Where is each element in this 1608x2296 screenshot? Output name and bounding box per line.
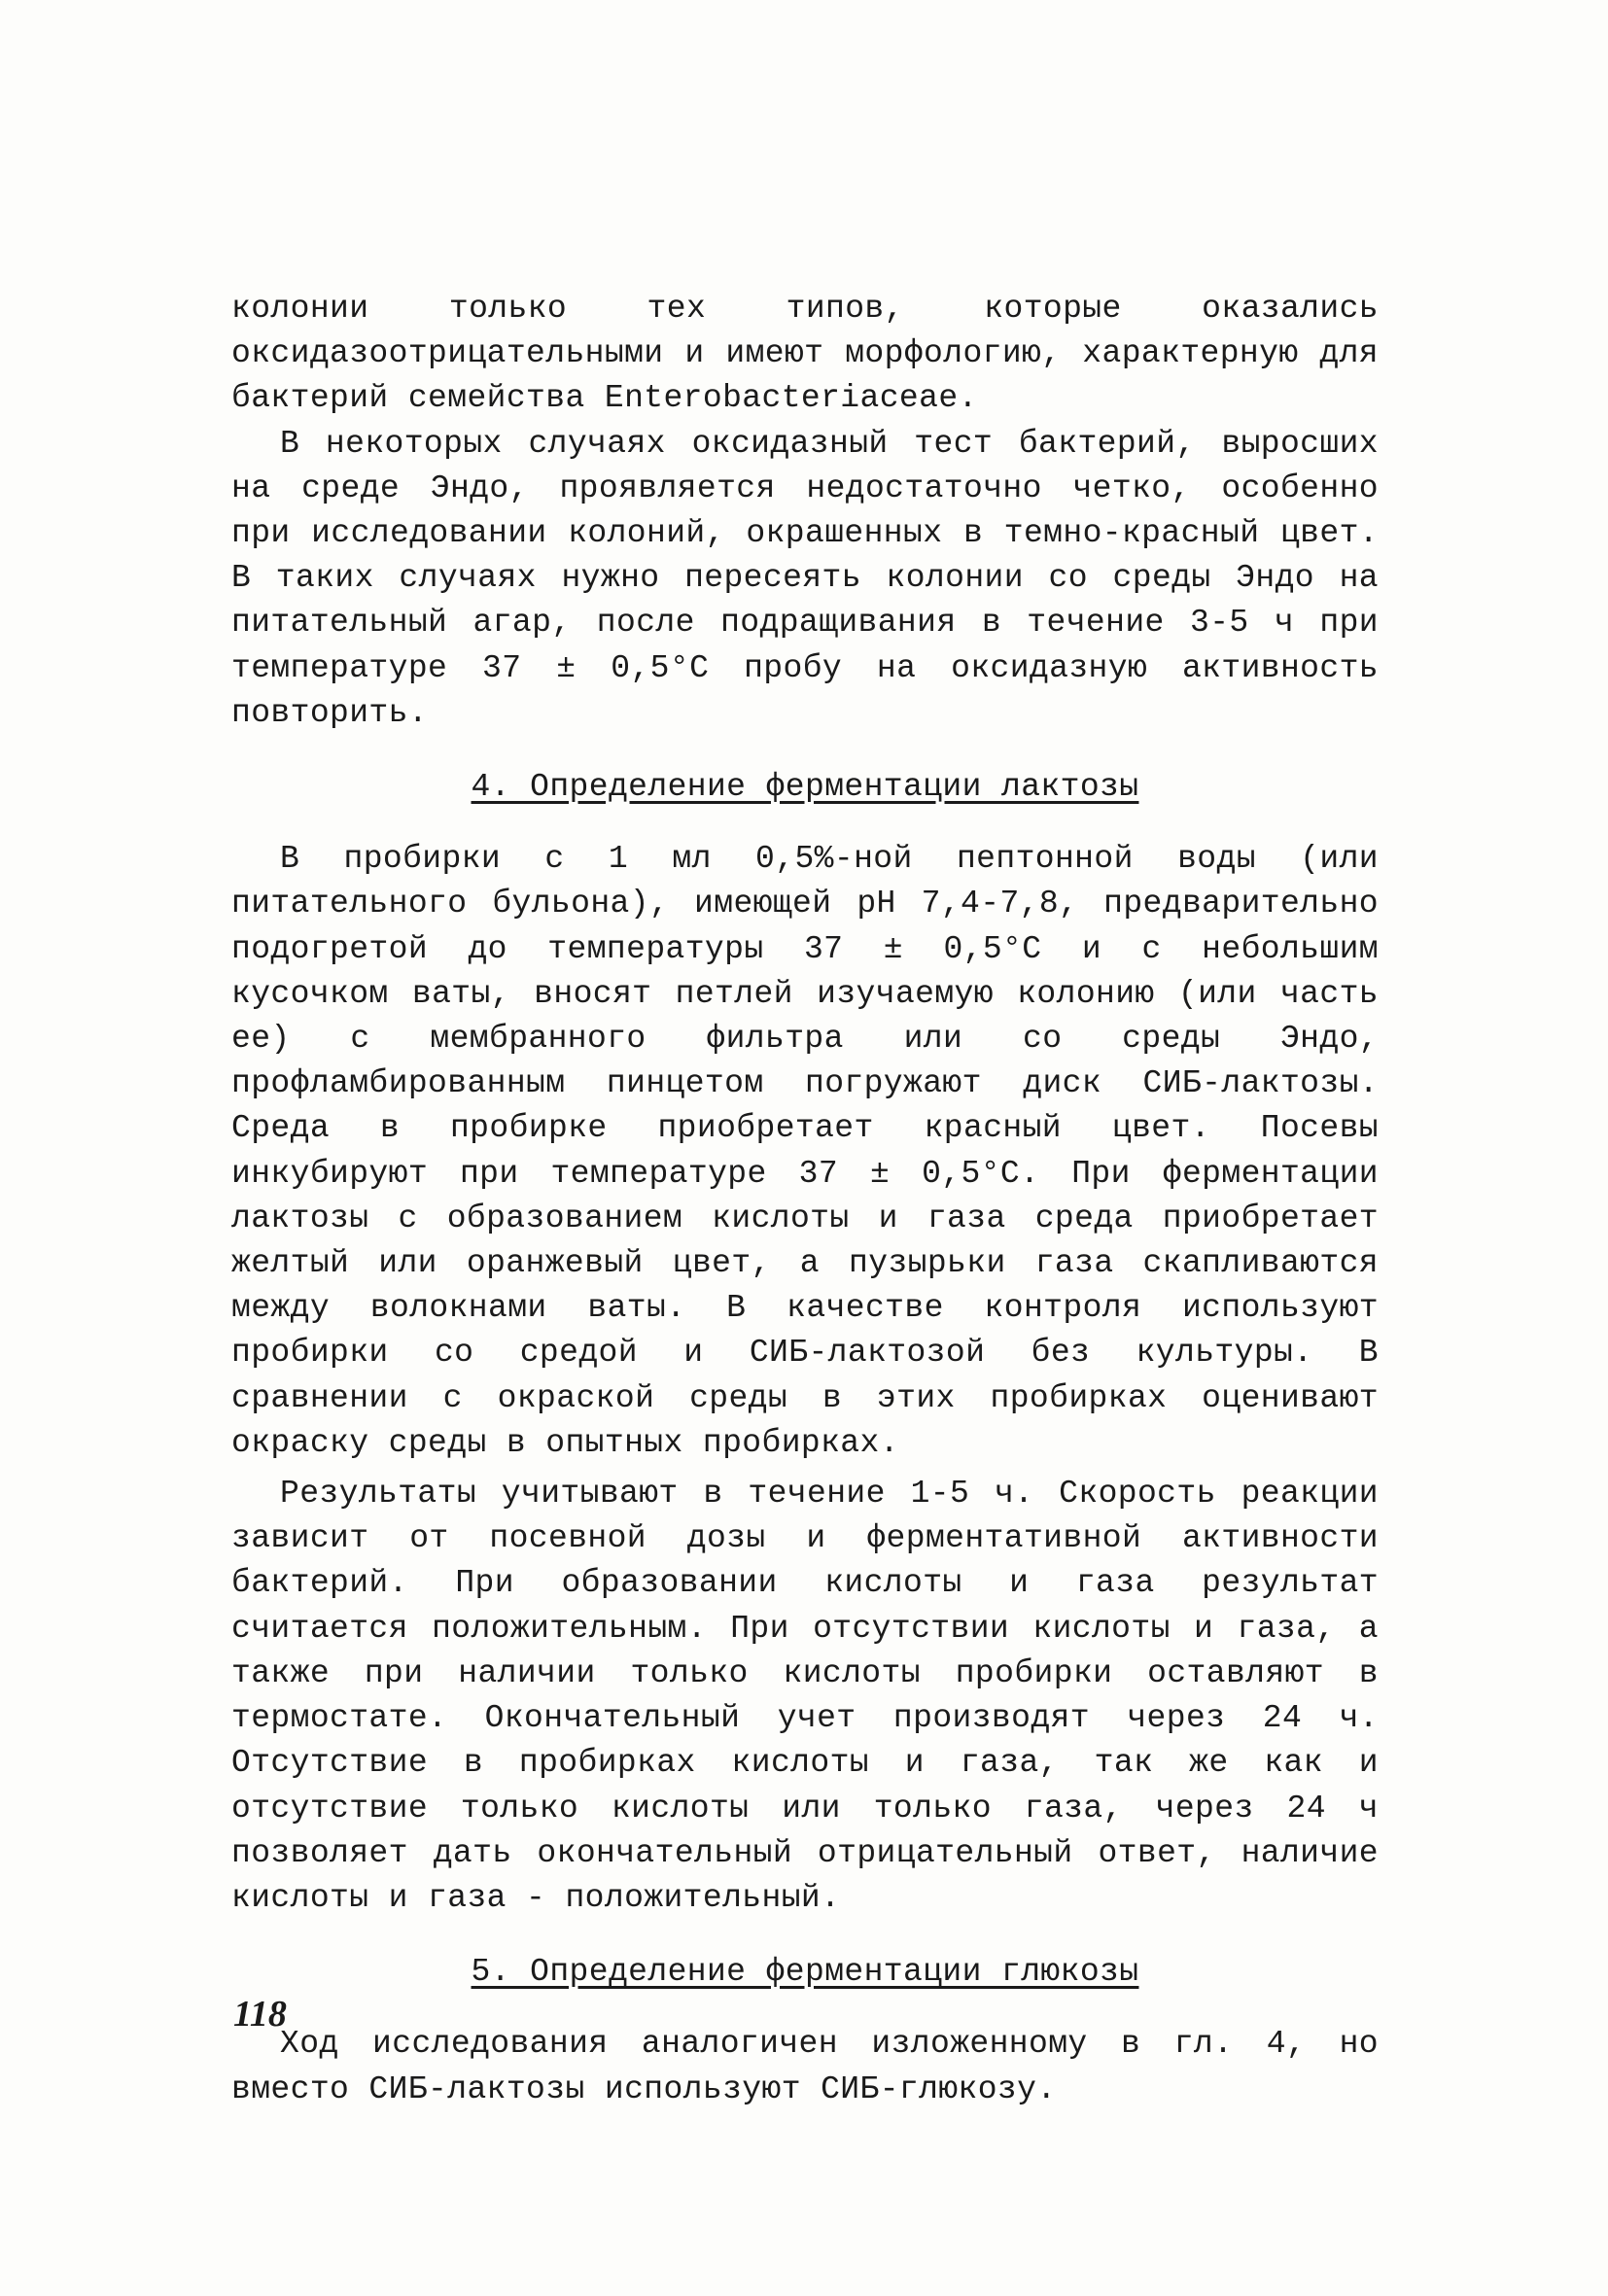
page-number: 118	[233, 1994, 287, 2035]
paragraph-lactose-results: Результаты учитывают в течение 1-5 ч. Скорость реакции зависит от посевной дозы и ферментативной активности бактерий. При образовании кислоты и газа результат считается положительным. При отсутствии кислоты и газа, а также при наличии только кислоты пробирки оставляют в термостате. Окончательный учет производят через 24 ч. Отсутствие в пробирках кислоты и газа, так же как и отсутствие только кислоты или только газа, через 24 ч позволяет дать окончательный отрицательный ответ, наличие кислоты и газа - положительный.	[231, 1476, 1379, 1916]
paragraph-glucose-method: Ход исследования аналогичен изложенному в гл. 4, но вместо СИБ-лактозы используют СИБ-глюкозу.	[231, 2026, 1379, 2107]
document-body	[231, 287, 1379, 2112]
section-5-heading	[231, 1950, 1379, 1995]
section-4-heading-text: 4. Определение ферментации лактозы	[471, 769, 1139, 806]
paragraph-continuation: колонии только тех типов, которые оказались оксидазоотрицательными и имеют морфологию, характерную для бактерий семейства Enterobacteriaceae.	[231, 291, 1379, 417]
paragraph-oxidase-test: В некоторых случаях оксидазный тест бактерий, выросших на среде Эндо, проявляется недостаточно четко, особенно при исследовании колоний, окрашенных в темно-красный цвет. В таких случаях нужно пересеять колонии со среды Эндо на питательный агар, после подращивания в течение 3-5 ч при температуре 37 ± 0,5°С пробу на оксидазную активность повторить.	[231, 425, 1379, 731]
section-4-heading	[231, 765, 1379, 810]
paragraph-lactose-method: В пробирки с 1 мл 0,5%-ной пептонной воды (или питательного бульона), имеющей рН 7,4-7,8, предварительно подогретой до температуры 37 ± 0,5°С и с небольшим кусочком ваты, вносят петлей изучаемую колонию (или часть ее) с мембранного фильтра или со среды Эндо, профламбированным пинцетом погружают диск СИБ-лактозы. Среда в пробирке приобретает красный цвет. Посевы инкубируют при температуре 37 ± 0,5°С. При ферментации лактозы с образованием кислоты и газа среда приобретает желтый или оранжевый цвет, а пузырьки газа скапливаются между волокнами ваты. В качестве контроля используют пробирки со средой и СИБ-лактозой без культуры. В сравнении с окраской среды в этих пробирках оценивают окраску среды в опытных пробирках.	[231, 841, 1379, 1461]
section-5-heading-text: 5. Определение ферментации глюкозы	[471, 1954, 1139, 1991]
